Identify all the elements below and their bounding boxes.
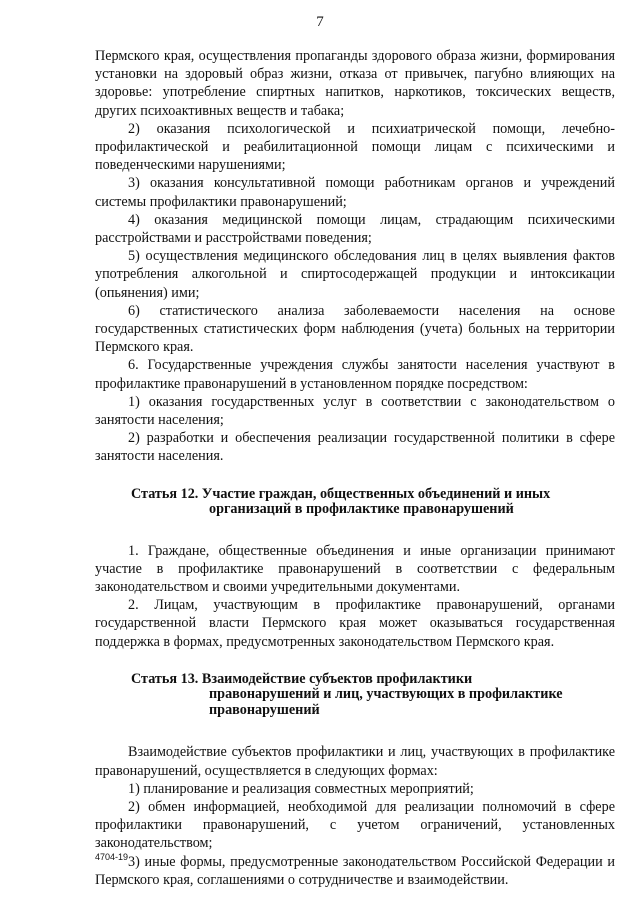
list-item: 3) иные формы, предусмотренные законодательством Российской Федерации и Пермского края, соглашениями о сотрудничестве и взаимодействии. bbox=[95, 853, 615, 888]
paragraph: 2. Лицам, участвующим в профилактике правонарушений, органами государственной власти Пермского края может оказываться государственная поддержка в формах, предусмотренных законодательством Пермского края. bbox=[95, 597, 615, 650]
page-number: 7 bbox=[316, 14, 324, 30]
article-13-heading-line-1: Статья 13. Взаимодействие субъектов профилактики bbox=[131, 670, 473, 687]
document-code: 4704-19 bbox=[95, 852, 129, 862]
list-item: 2) обмен информацией, необходимой для реализации полномочий в сфере профилактики правонарушений, с учетом ограничений, установленных законодательством; bbox=[95, 799, 615, 852]
list-item: 3) оказания консультативной помощи работникам органов и учреждений системы профилактики правонарушений; bbox=[95, 175, 615, 210]
article-13-heading bbox=[95, 672, 615, 719]
list-item: 2) оказания психологической и психиатрической помощи, лечебно-профилактической и реабилитационной помощи лицам с психическими и поведенческими нарушениями; bbox=[95, 120, 615, 174]
article-12-heading bbox=[95, 487, 615, 518]
paragraph: 1. Граждане, общественные объединения и иные организации принимают участие в профилактике правонарушений в соответствии с федеральным законодательством и своими учредительными документами. bbox=[95, 542, 615, 596]
list-item: 2) разработки и обеспечения реализации государственной политики в сфере занятости населения. bbox=[95, 430, 615, 465]
list-item: 6) статистического анализа заболеваемости населения на основе государственных статистических форм наблюдения (учета) больных на территории Пермского края. bbox=[95, 302, 615, 356]
list-item: 1) оказания государственных услуг в соответствии с законодательством о занятости населения; bbox=[95, 393, 615, 429]
paragraph: Взаимодействие субъектов профилактики и лиц, участвующих в профилактике правонарушений, осуществляется в следующих формах: bbox=[95, 744, 615, 779]
article-12-heading-line-2: организаций в профилактике правонарушений bbox=[209, 501, 514, 518]
article-13-heading-line-3: правонарушений bbox=[209, 701, 320, 718]
article-13-heading-line-2: правонарушений и лиц, участвующих в профилактике bbox=[209, 686, 563, 703]
list-item: 4) оказания медицинской помощи лицам, страдающим психическими расстройствами и расстройствами поведения; bbox=[95, 211, 615, 247]
document-body bbox=[95, 47, 615, 889]
list-item: 1) планирование и реализация совместных мероприятий; bbox=[128, 780, 474, 797]
list-item: 5) осуществления медицинского обследования лиц в целях выявления фактов употребления алкогольной и спиртосодержащей продукции и интоксикации (опьянения) ими; bbox=[95, 248, 615, 301]
article-12-heading-line-1: Статья 12. Участие граждан, общественных объединений и иных bbox=[131, 485, 551, 502]
paragraph-continuation: Пермского края, осуществления пропаганды здорового образа жизни, формирования установки на здоровый образ жизни, отказа от привычек, пагубно влияющих на здоровье: употребление спиртных напитков, наркотиков, токсических веществ, других психоактивных веществ и табака; bbox=[95, 48, 615, 119]
paragraph: 6. Государственные учреждения службы занятости населения участвуют в профилактике правонарушений в установленном порядке посредством: bbox=[95, 357, 615, 392]
